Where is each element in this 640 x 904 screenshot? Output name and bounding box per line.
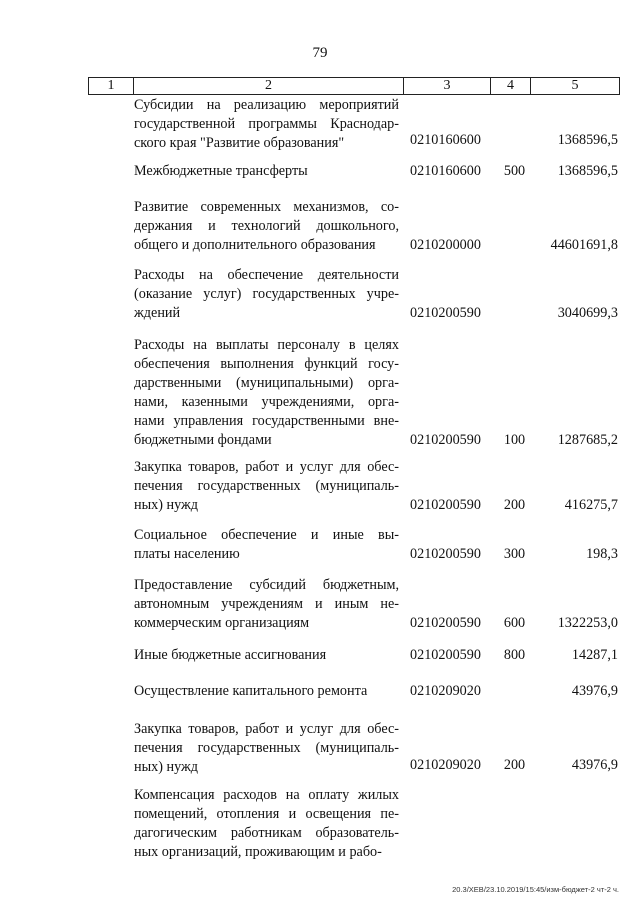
description-line: Развитие современных механизмов, со- — [134, 199, 399, 215]
row-description — [134, 162, 399, 181]
description-line: автономным учреждениям и иным не- — [134, 596, 399, 612]
row-description — [134, 682, 399, 701]
expense-type-code: 600 — [503, 615, 526, 631]
description-line: Социальное обеспечение и иные вы- — [134, 527, 399, 543]
description-line: платы населению — [134, 546, 240, 562]
description-line: государственной программы Краснодар- — [134, 116, 399, 132]
description-line: помещений, отопления и освещения пе- — [134, 806, 399, 822]
row-description — [134, 786, 399, 862]
description-line: Расходы на выплаты персоналу в целях — [134, 337, 399, 353]
header-col-4: 4 — [491, 78, 531, 95]
target-article-code: 0210200590 — [410, 432, 481, 448]
row-description — [134, 96, 399, 153]
description-line: ского края "Развитие образования" — [134, 135, 345, 151]
page-number: 79 — [312, 45, 328, 61]
target-article-code: 0210200000 — [410, 237, 481, 253]
expense-type-code: 100 — [503, 432, 526, 448]
description-line: Расходы на обеспечение деятельности — [134, 267, 399, 283]
row-description — [134, 646, 399, 665]
target-article-code: 0210200590 — [410, 546, 481, 562]
description-line: Закупка товаров, работ и услуг для обес- — [134, 721, 399, 737]
description-line: Межбюджетные трансферты — [134, 163, 308, 179]
amount-value: 198,3 — [586, 546, 618, 562]
description-line: Компенсация расходов на оплату жилых — [134, 787, 399, 803]
target-article-code: 0210200590 — [410, 615, 481, 631]
row-description — [134, 526, 399, 564]
target-article-code: 0210209020 — [410, 757, 481, 774]
description-line: Иные бюджетные ассигнования — [134, 647, 327, 663]
column-header-table — [88, 77, 620, 95]
amount-value: 14287,1 — [571, 647, 618, 663]
row-description — [134, 336, 399, 450]
description-line: обеспечения выполнения функций госу- — [134, 356, 399, 372]
description-line: ных организаций, проживающим и рабо- — [134, 844, 382, 860]
description-line: дарственными (муниципальными) орга- — [134, 375, 399, 391]
description-line: общего и дополнительного образования — [134, 237, 376, 253]
description-line: нами управления государственными вне- — [134, 413, 399, 429]
description-line: (оказание услуг) государственных учре- — [134, 286, 399, 302]
description-line: печения государственных (муниципаль- — [134, 740, 399, 756]
description-line: Закупка товаров, работ и услуг для обес- — [134, 459, 399, 475]
expense-type-code: 300 — [503, 546, 526, 562]
amount-value: 1368596,5 — [557, 132, 618, 149]
row-description — [134, 720, 399, 777]
description-line: бюджетными фондами — [134, 432, 272, 448]
description-line: Предоставление субсидий бюджетным, — [134, 577, 399, 593]
expense-type-code: 500 — [503, 163, 526, 179]
row-description — [134, 576, 399, 633]
row-description — [134, 458, 399, 515]
target-article-code: 0210160600 — [410, 163, 481, 179]
target-article-code: 0210200590 — [410, 305, 481, 321]
description-line: ных) нужд — [134, 759, 199, 775]
description-line: Субсидии на реализацию мероприятий — [134, 97, 399, 113]
amount-value: 43976,9 — [571, 757, 618, 774]
amount-value: 416275,7 — [564, 497, 618, 513]
header-col-2: 2 — [134, 78, 404, 95]
row-description — [134, 266, 399, 323]
expense-type-code: 200 — [503, 757, 526, 774]
document-footer: 20.3/ХЕВ/23.10.2019/15:45/изм-бюджет-2 чт-2 ч. — [452, 885, 619, 894]
target-article-code: 0210160600 — [410, 132, 481, 149]
description-line: печения государственных (муниципаль- — [134, 478, 399, 494]
description-line: Осуществление капитального ремонта — [134, 683, 368, 699]
header-col-3: 3 — [404, 78, 491, 95]
amount-value: 1368596,5 — [557, 163, 618, 179]
expense-type-code: 800 — [503, 647, 526, 663]
amount-value: 43976,9 — [571, 683, 618, 699]
row-description — [134, 198, 399, 255]
description-line: дагогическим работникам образователь- — [134, 825, 399, 841]
description-line: держания и технологий дошкольного, — [134, 218, 399, 234]
description-line: коммерческим организациям — [134, 615, 310, 631]
expense-type-code: 200 — [503, 497, 526, 513]
header-col-5: 5 — [531, 78, 620, 95]
description-line: ных) нужд — [134, 497, 199, 513]
target-article-code: 0210209020 — [410, 683, 481, 699]
target-article-code: 0210200590 — [410, 497, 481, 513]
header-col-1: 1 — [89, 78, 134, 95]
amount-value: 3040699,3 — [557, 305, 618, 321]
description-line: ждений — [134, 305, 181, 321]
description-line: нами, казенными учреждениями, орга- — [134, 394, 399, 410]
amount-value: 1287685,2 — [557, 432, 618, 448]
amount-value: 1322253,0 — [557, 615, 618, 631]
amount-value: 44601691,8 — [550, 237, 618, 253]
target-article-code: 0210200590 — [410, 647, 481, 663]
